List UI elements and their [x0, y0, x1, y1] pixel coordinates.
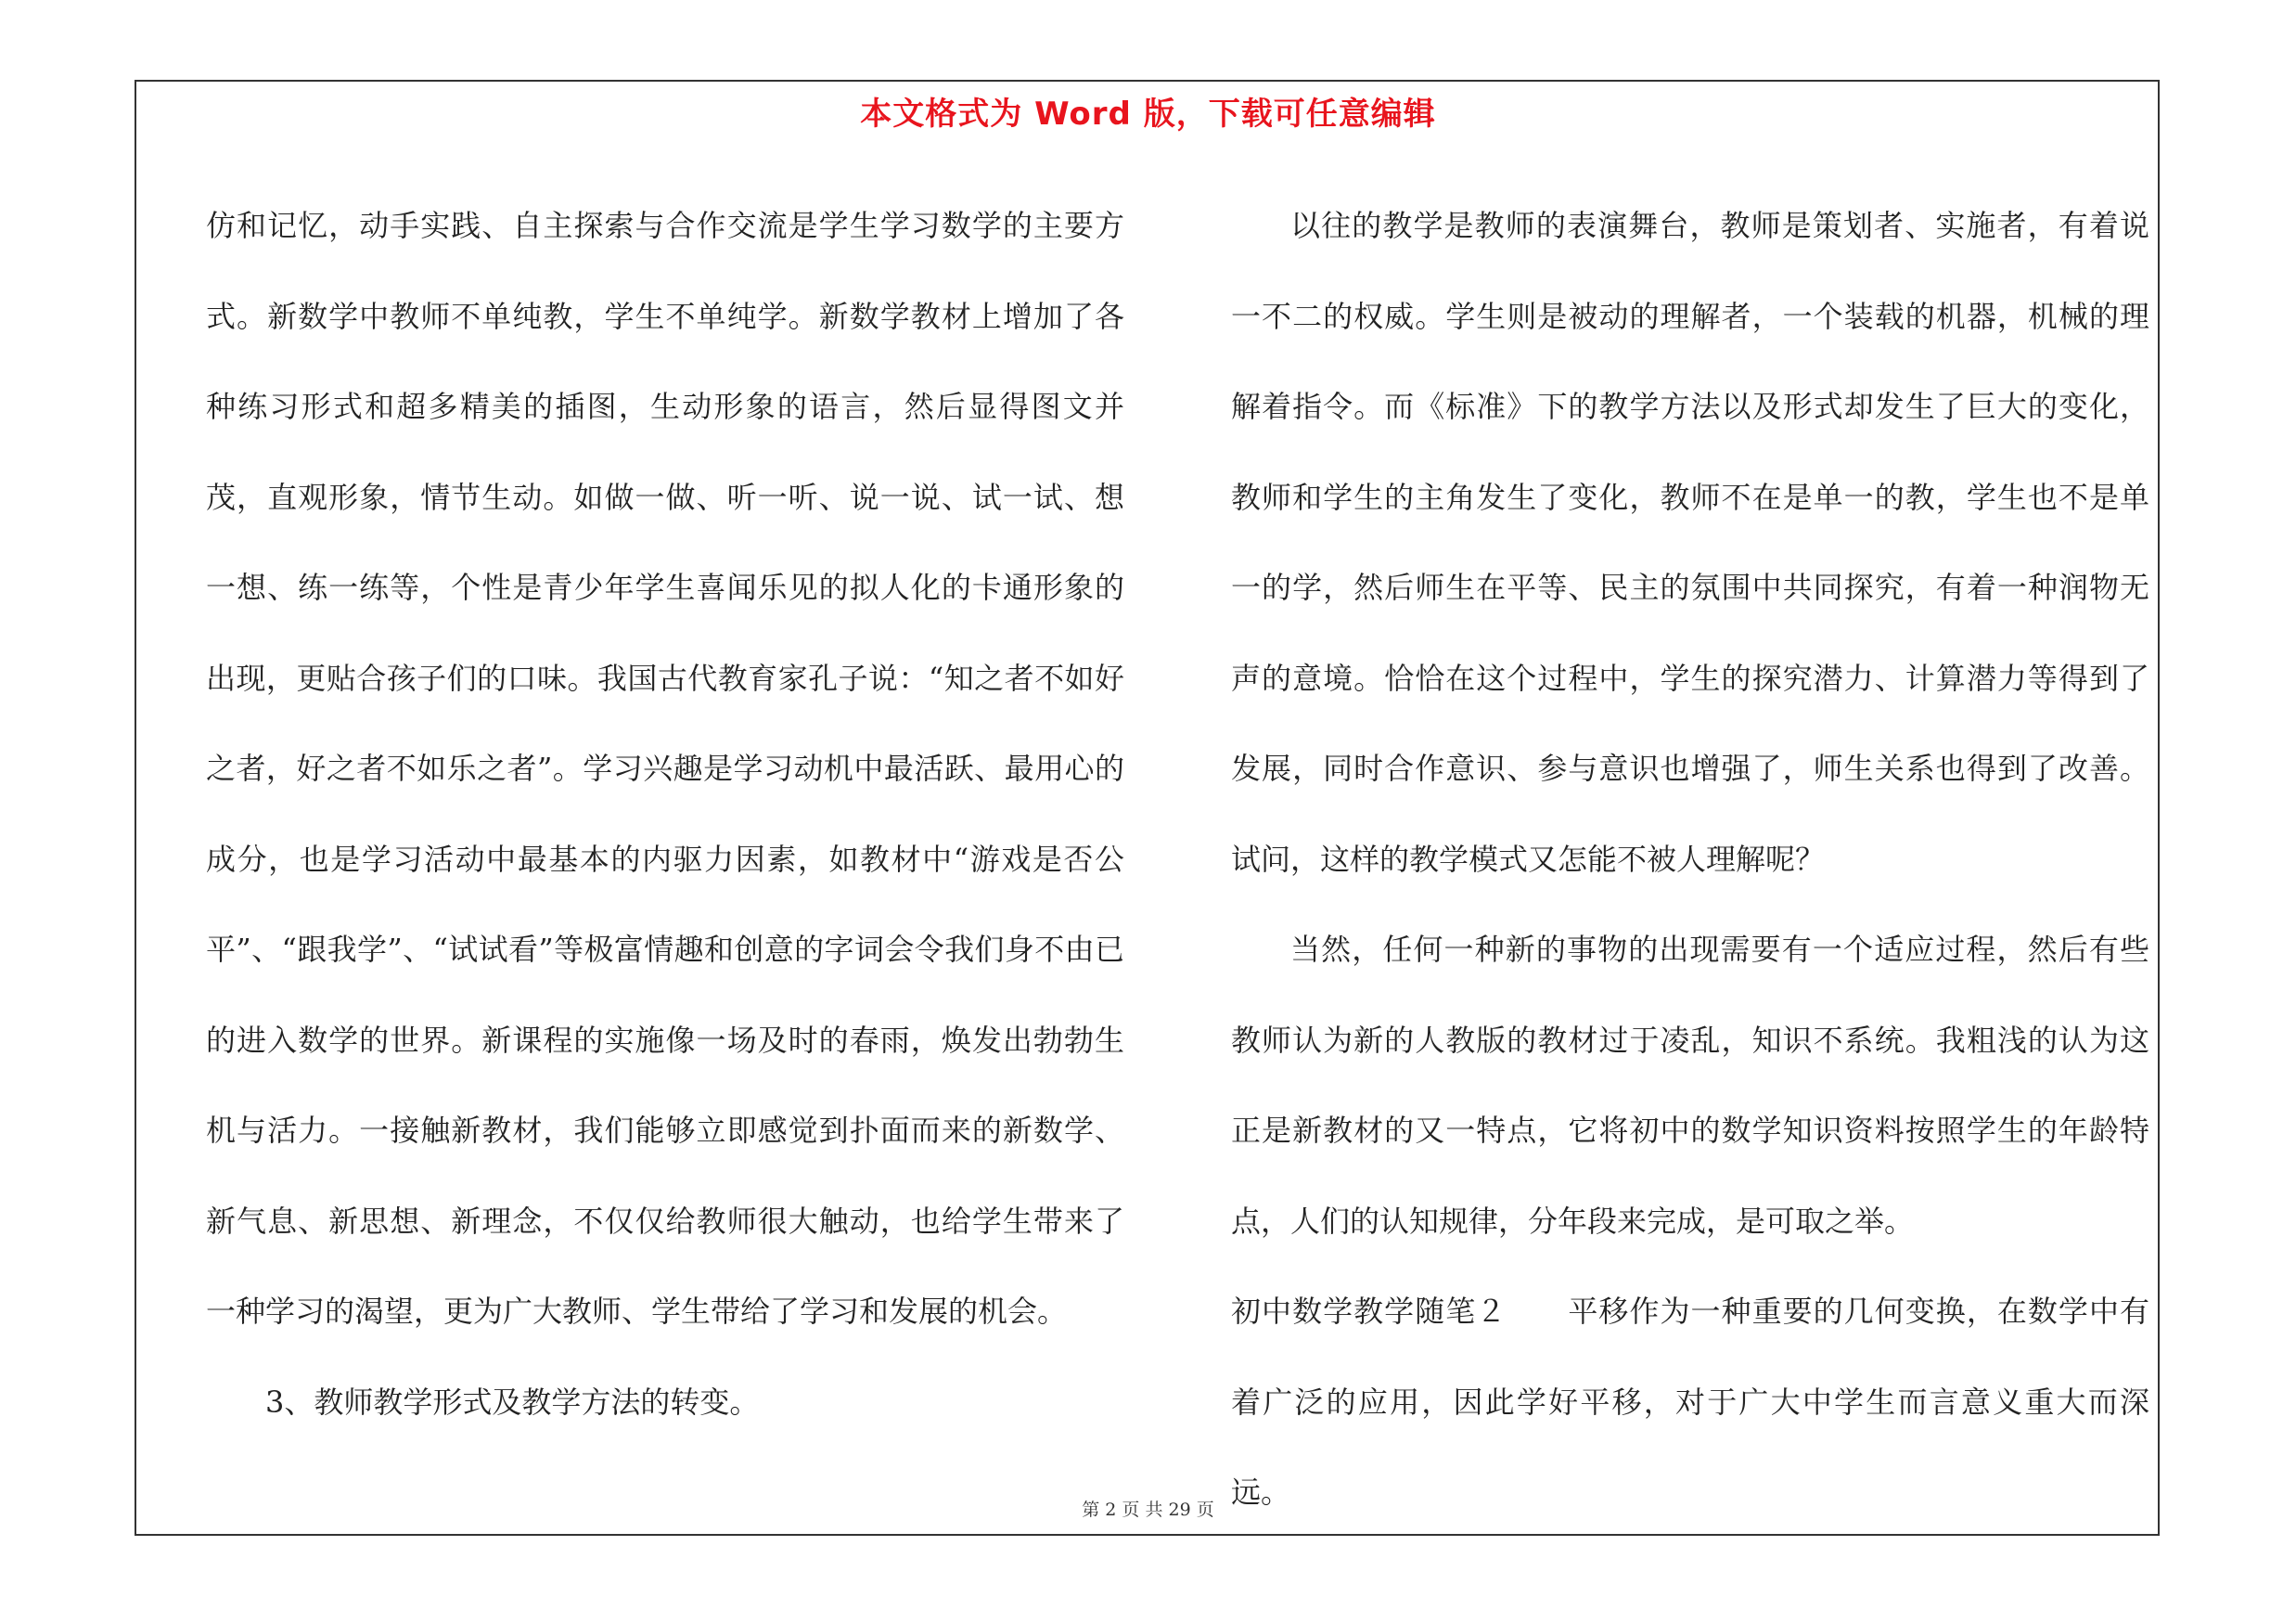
document-header: 本文格式为 Word 版，下载可任意编辑 [860, 96, 1436, 133]
page-number: 第 2 页 共 29 页 [1082, 1500, 1214, 1520]
paragraph: 以往的教学是教师的表演舞台，教师是策划者、实施者，有着说一不二的权威。学生则是被动的理解者，一个装载的机器，机械的理解着指令。而《标准》下的教学方法以及形式却发生了巨大的变化，教师和学生的主角发生了变化，教师不在是单一的教，学生也不是单一的学，然后师生在平等、民主的氛围中共同探究，有着一种润物无声的意境。恰恰在这个过程中，学生的探究潜力、计算潜力等得到了发展，同时合作意识、参与意识也增强了，师生关系也得到了改善。试问，这样的教学模式又怎能不被人理解呢？ [1231, 208, 2149, 877]
paragraph: 3、教师教学形式及教学方法的转变。 [265, 1384, 760, 1420]
paragraph: 初中数学教学随笔２ 平移作为一种重要的几何变换，在数学中有着广泛的应用，因此学好平移，对于广大中学生而言意义重大而深远。 [1231, 1294, 2149, 1510]
left-column [206, 181, 1124, 1448]
right-column [1231, 181, 2149, 1539]
paragraph: 当然，任何一种新的事物的出现需要有一个适应过程，然后有些教师认为新的人教版的教材过于凌乱，知识不系统。我粗浅的认为这正是新教材的又一特点，它将初中的数学知识资料按照学生的年龄特点，人们的认知规律，分年段来完成，是可取之举。 [1231, 932, 2149, 1239]
paragraph: 仿和记忆，动手实践、自主探索与合作交流是学生学习数学的主要方式。新数学中教师不单纯教，学生不单纯学。新数学教材上增加了各种练习形式和超多精美的插图，生动形象的语言，然后显得图文并茂，直观形象，情节生动。如做一做、听一听、说一说、试一试、想一想、练一练等，个性是青少年学生喜闻乐见的拟人化的卡通形象的出现，更贴合孩子们的口味。我国古代教育家孔子说：“知之者不如好之者，好之者不如乐之者”。学习兴趣是学习动机中最活跃、最用心的成分，也是学习活动中最基本的内驱力因素，如教材中“游戏是否公平”、“跟我学”、“试试看”等极富情趣和创意的字词会令我们身不由已的进入数学的世界。新课程的实施像一场及时的春雨，焕发出勃勃生机与活力。一接触新教材，我们能够立即感觉到扑面而来的新数学、新气息、新思想、新理念，不仅仅给教师很大触动，也给学生带来了一种学习的渴望，更为广大教师、学生带给了学习和发展的机会。 [206, 208, 1124, 1329]
